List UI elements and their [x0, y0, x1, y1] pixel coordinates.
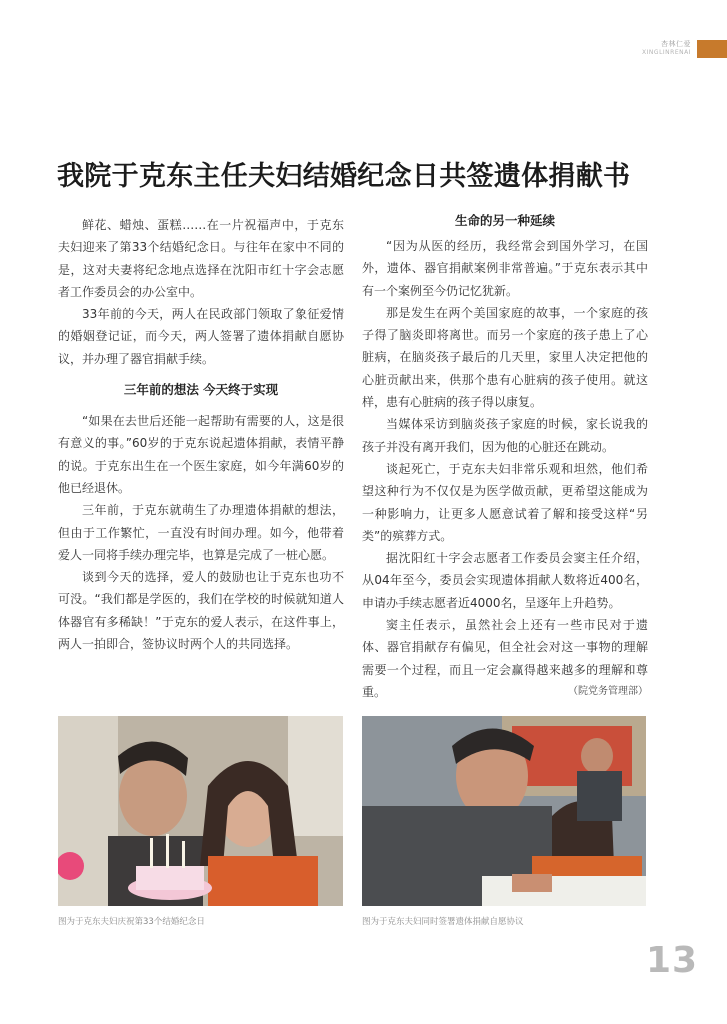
- photo-illustration: [58, 716, 343, 906]
- page-number: 13: [646, 940, 699, 981]
- section-name-en: XINGLINRENAI: [642, 49, 691, 56]
- section-color-tab: [697, 40, 727, 58]
- section-heading: 生命的另一种延续: [454, 213, 555, 228]
- department-credit: （院党务管理部）: [568, 685, 648, 697]
- photo-caption: 图为于克东夫妇庆祝第33个结婚纪念日: [58, 917, 205, 927]
- paragraph: 谈起死亡，于克东夫妇非常乐观和坦然，他们希望这种行为不仅仅是为医学做贡献，更希望这能成为一种影响力，让更多人愿意试着了解和接受这样“另类”的殡葬方式。: [362, 461, 648, 543]
- photo-caption: 图为于克东夫妇同时签署遗体捐献自愿协议: [362, 917, 524, 927]
- article-title: 我院于克东主任夫妇结婚纪念日共签遗体捐献书: [57, 161, 631, 192]
- left-column: [58, 214, 344, 655]
- paragraph-text: 窦主任表示，虽然社会上还有一些市民对于遗体、器官捐献存有偏见，但全社会对这一事物的理解需要一个过程，而且一定会赢得越来越多的理解和尊重。: [362, 618, 648, 699]
- right-column: [362, 214, 648, 703]
- paragraph: [362, 614, 648, 703]
- section-name-cn: 杏林仁爱: [661, 40, 691, 48]
- paragraph: “如果在去世后还能一起帮助有需要的人，这是很有意义的事。”60岁的于克东说起遗体捐献，表情平静的说。于克东出生在一个医生家庭，如今年满60岁的他已经退休。: [58, 414, 344, 495]
- paragraph: 据沈阳红十字会志愿者工作委员会窦主任介绍，从04年至今，委员会实现遗体捐献人数将近400名，申请办手续志愿者近4000名，呈逐年上升趋势。: [362, 551, 648, 610]
- paragraph: “因为从医的经历，我经常会到国外学习，在国外，遗体、器官捐献案例非常普遍。”于克东表示其中有一个案例至今仍记忆犹新。: [362, 239, 648, 298]
- paragraph: 鲜花、蜡烛、蛋糕……在一片祝福声中，于克东夫妇迎来了第33个结婚纪念日。与往年在家中不同的是，这对夫妻将纪念地点选择在沈阳市红十字会志愿者工作委员会的办公室中。: [58, 218, 344, 299]
- paragraph: 当媒体采访到脑炎孩子家庭的时候，家长说我的孩子并没有离开我们，因为他的心脏还在跳动。: [362, 417, 648, 454]
- paragraph: 33年前的今天，两人在民政部门领取了象征爱情的婚姻登记证，而今天，两人签署了遗体捐献自愿协议，并办理了器官捐献手续。: [58, 307, 344, 366]
- photo-signing-agreement: [362, 716, 646, 906]
- photo-illustration: [362, 716, 646, 906]
- photo-anniversary-celebration: [58, 716, 343, 906]
- paragraph: 谈到今天的选择，爱人的鼓励也让于克东也功不可没。“我们都是学医的，我们在学校的时候就知道人体器官有多稀缺！”于克东的爱人表示，在这件事上，两人一拍即合，签协议时两个人的共同选择。: [58, 570, 344, 652]
- paragraph: 三年前，于克东就萌生了办理遗体捐献的想法，但由于工作繁忙，一直没有时间办理。如今，他带着爱人一同将手续办理完毕，也算是完成了一桩心愿。: [58, 503, 344, 562]
- section-header: [642, 40, 691, 57]
- paragraph: 那是发生在两个美国家庭的故事，一个家庭的孩子得了脑炎即将离世。而另一个家庭的孩子患上了心脏病，在脑炎孩子最后的几天里，家里人决定把他的心脏贡献出来，供那个患有心脏病的孩子使用。就这样，患有心脏病的孩子得以康复。: [362, 305, 648, 410]
- section-heading: 三年前的想法 今天终于实现: [123, 382, 279, 398]
